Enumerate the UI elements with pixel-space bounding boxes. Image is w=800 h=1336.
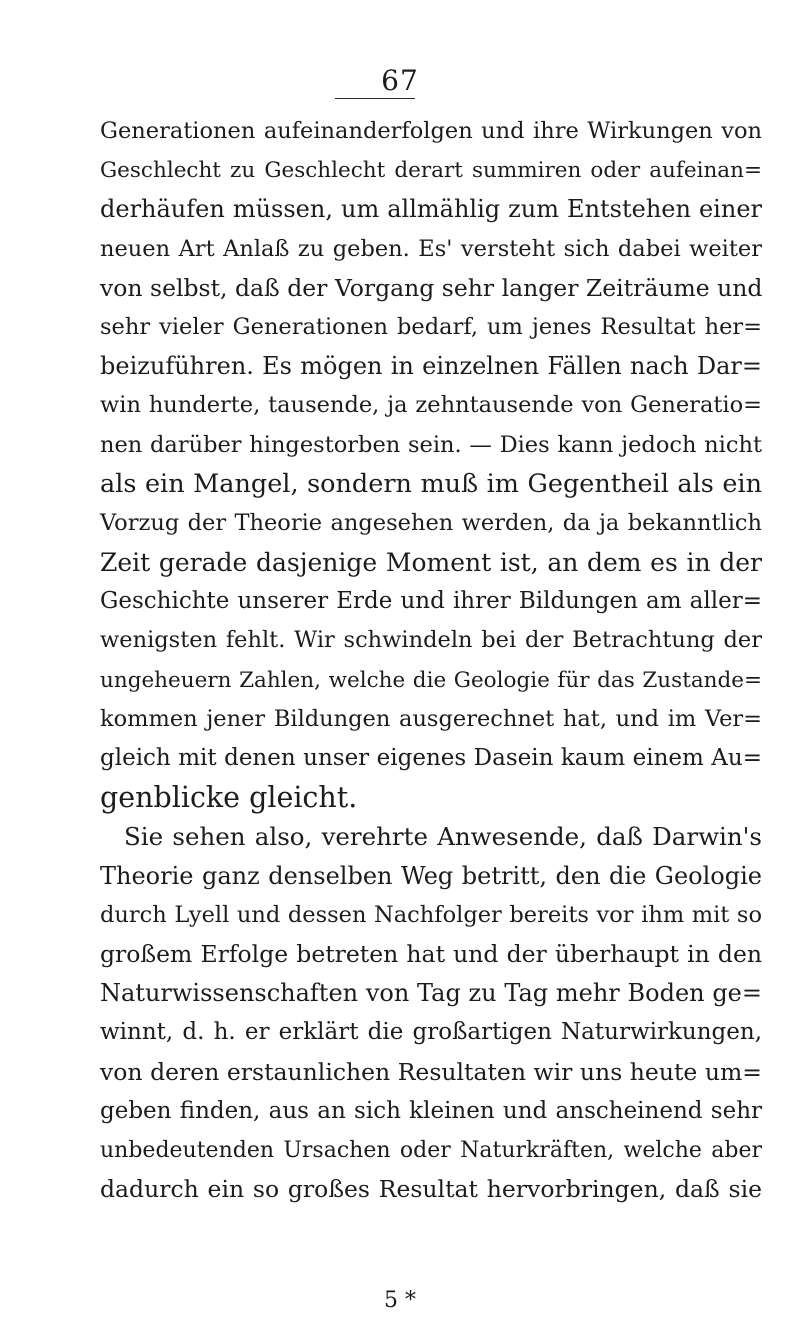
text-line: als ein Mangel, sondern muß im Gegentheil als ein bbox=[100, 468, 762, 499]
text-line: großem Erfolge betreten hat und der überhaupt in den bbox=[100, 939, 762, 968]
text-line: durch Lyell und dessen Nachfolger bereits vor ihm mit so bbox=[100, 901, 762, 928]
text-line: win hunderte, tausende, ja zehntausende von Generatio= bbox=[100, 392, 762, 419]
paragraph-end-line: genblicke gleicht. bbox=[100, 781, 358, 815]
text-line: von deren erstaunlichen Resultaten wir uns heute um= bbox=[100, 1057, 762, 1086]
text-line: von selbst, daß der Vorgang sehr langer Zeiträume und bbox=[100, 273, 763, 302]
header-rule bbox=[335, 98, 415, 99]
text-line: ungeheuern Zahlen, welche die Geologie für das Zustande= bbox=[100, 667, 762, 693]
text-line: derhäufen müssen, um allmählig zum Entstehen einer bbox=[100, 195, 762, 224]
text-line: wenigsten fehlt. Wir schwindeln bei der Betrachtung der bbox=[100, 627, 762, 654]
text-line: Geschlecht zu Geschlecht derart summiren oder aufeinan= bbox=[100, 158, 762, 184]
text-line: sehr vieler Generationen bedarf, um jenes Resultat her= bbox=[100, 313, 762, 340]
paragraph-start-line: Sie sehen also, verehrte Anwesende, daß Darwin's bbox=[124, 822, 762, 852]
text-line: Zeit gerade dasjenige Moment ist, an dem es in der bbox=[100, 548, 762, 578]
text-line: unbedeutenden Ursachen oder Naturkräften, welche aber bbox=[100, 1137, 762, 1163]
body-text bbox=[100, 112, 762, 1209]
text-line: Geschichte unserer Erde und ihrer Bildungen am aller= bbox=[100, 588, 762, 615]
text-line: gleich mit denen unser eigenes Dasein kaum einem Au= bbox=[100, 745, 762, 771]
text-line: dadurch ein so großes Resultat hervorbringen, daß sie bbox=[100, 1175, 762, 1204]
text-line: geben finden, aus an sich kleinen und anscheinend sehr bbox=[100, 1097, 762, 1124]
page-number: 67 bbox=[381, 64, 419, 97]
text-line: kommen jener Bildungen ausgerechnet hat, und im Ver= bbox=[100, 705, 762, 732]
signature-mark: 5 * bbox=[384, 1288, 416, 1313]
text-line: Theorie ganz denselben Weg betritt, den die Geologie bbox=[100, 861, 762, 890]
text-line: neuen Art Anlaß zu geben. Es' versteht sich dabei weiter bbox=[100, 235, 762, 262]
text-line: Vorzug der Theorie angesehen werden, da ja bekanntlich bbox=[100, 509, 762, 536]
text-line: Generationen aufeinanderfolgen und ihre Wirkungen von bbox=[100, 118, 762, 144]
text-line: nen darüber hingestorben sein. — Dies kann jedoch nicht bbox=[100, 431, 762, 458]
text-line: winnt, d. h. er erklärt die großartigen Naturwirkungen, bbox=[100, 1019, 762, 1046]
text-line: beizuführen. Es mögen in einzelnen Fällen nach Dar= bbox=[100, 352, 762, 381]
text-line: Naturwissenschaften von Tag zu Tag mehr Boden ge= bbox=[100, 979, 762, 1008]
